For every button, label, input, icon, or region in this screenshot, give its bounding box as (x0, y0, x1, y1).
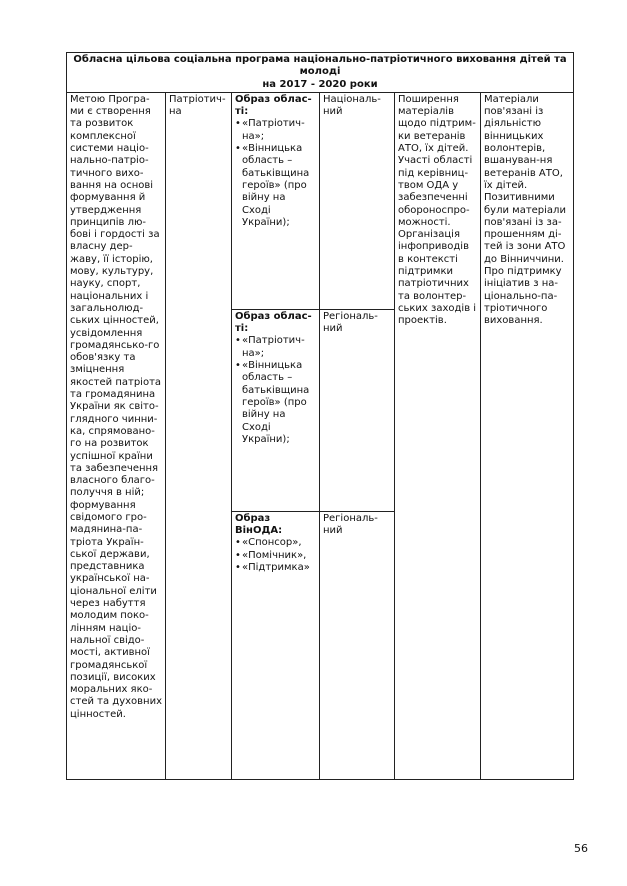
level-cell-2 (320, 309, 395, 511)
list-item: • «Вінницька область – батьківщина героїв» (про війну на Сході України); (235, 143, 316, 229)
list-item: • «Помічник», (235, 550, 316, 562)
results-cell (481, 92, 574, 779)
level-cell-3 (320, 511, 395, 779)
image-cell-2 (232, 309, 320, 511)
list-item: • «Патріотич-на»; (235, 118, 316, 143)
activities-text: Поширення матеріалів щодо підтрим-ки ветеранів АТО, їх дітей. Участі області під керівниц-твом ОДА у забезпеченні обороноспро-можності. Організація інфоприводів в контексті підтримки патріотичних та волонтер-ських заходів і проектів. (398, 93, 477, 327)
list-item: • «Патріотич-на»; (235, 335, 316, 360)
goal-cell (67, 92, 166, 779)
activities-cell (395, 92, 481, 779)
image-title: Образ облас-ті: (235, 93, 312, 118)
direction-cell (166, 92, 232, 779)
table-header (67, 53, 574, 93)
level-cell-1 (320, 92, 395, 309)
program-years: на 2017 - 2020 роки (262, 78, 378, 90)
program-title: Обласна цільова соціальна програма національно-патріотичного виховання дітей та молоді (73, 54, 567, 78)
level-text: Регіональ-ний (323, 512, 378, 537)
goal-text: Метою Програ-ми є створення та розвиток комплексної системи націо-нально-патріо-тичного вихо-вання на основі формування й утвердження принципів лю-бові і гордості за власну дер-жаву, її історію, мову, культуру, науку, спорт, національних і загальнолюд-ських цінностей, усвідомлення громадянсько-го обов'язку та зміцнення якостей патріота та громадянина України як світо-глядного чинни-ка, спрямовано-го на розвиток успішної країни та забезпечення власного благо-получчя в ній; формування свідомого гро-мадянина-па-тріота Україн-ської держави, представника української на-ціональної еліти через набуття молодим поко-лінням націо-нальної свідо-мості, активної громадянської позиції, високих моральних яко-стей та духовних цінностей. (70, 93, 163, 720)
page-number: 56 (574, 842, 588, 855)
image-cell-1 (232, 92, 320, 309)
level-text: Національ-ний (323, 93, 381, 118)
image-cell-3 (232, 511, 320, 779)
list-item: • «Спонсор», (235, 537, 316, 549)
image-list (235, 118, 316, 229)
image-title: Образ облас-ті: (235, 310, 312, 335)
image-title: Образ ВінОДА: (235, 512, 283, 537)
list-item: • «Підтримка» (235, 562, 316, 574)
direction-text: Патріотич-на (169, 93, 226, 118)
results-text: Матеріали пов'язані із діяльністю вінницьких волонтерів, вшануван-ня ветеранів АТО, їх дітей. Позитивними були матеріали пов'язані із за-прошенням ді-тей із зони АТО до Вінниччини. Про підтримку ініціатив з на-ціонально-па-тріотичного виховання. (484, 93, 566, 327)
image-list (235, 537, 316, 574)
image-list (235, 335, 316, 446)
level-text: Регіональ-ний (323, 310, 378, 335)
program-table (66, 52, 574, 780)
list-item: • «Вінницька область – батьківщина героїв» (про війну на Сході України); (235, 360, 316, 446)
